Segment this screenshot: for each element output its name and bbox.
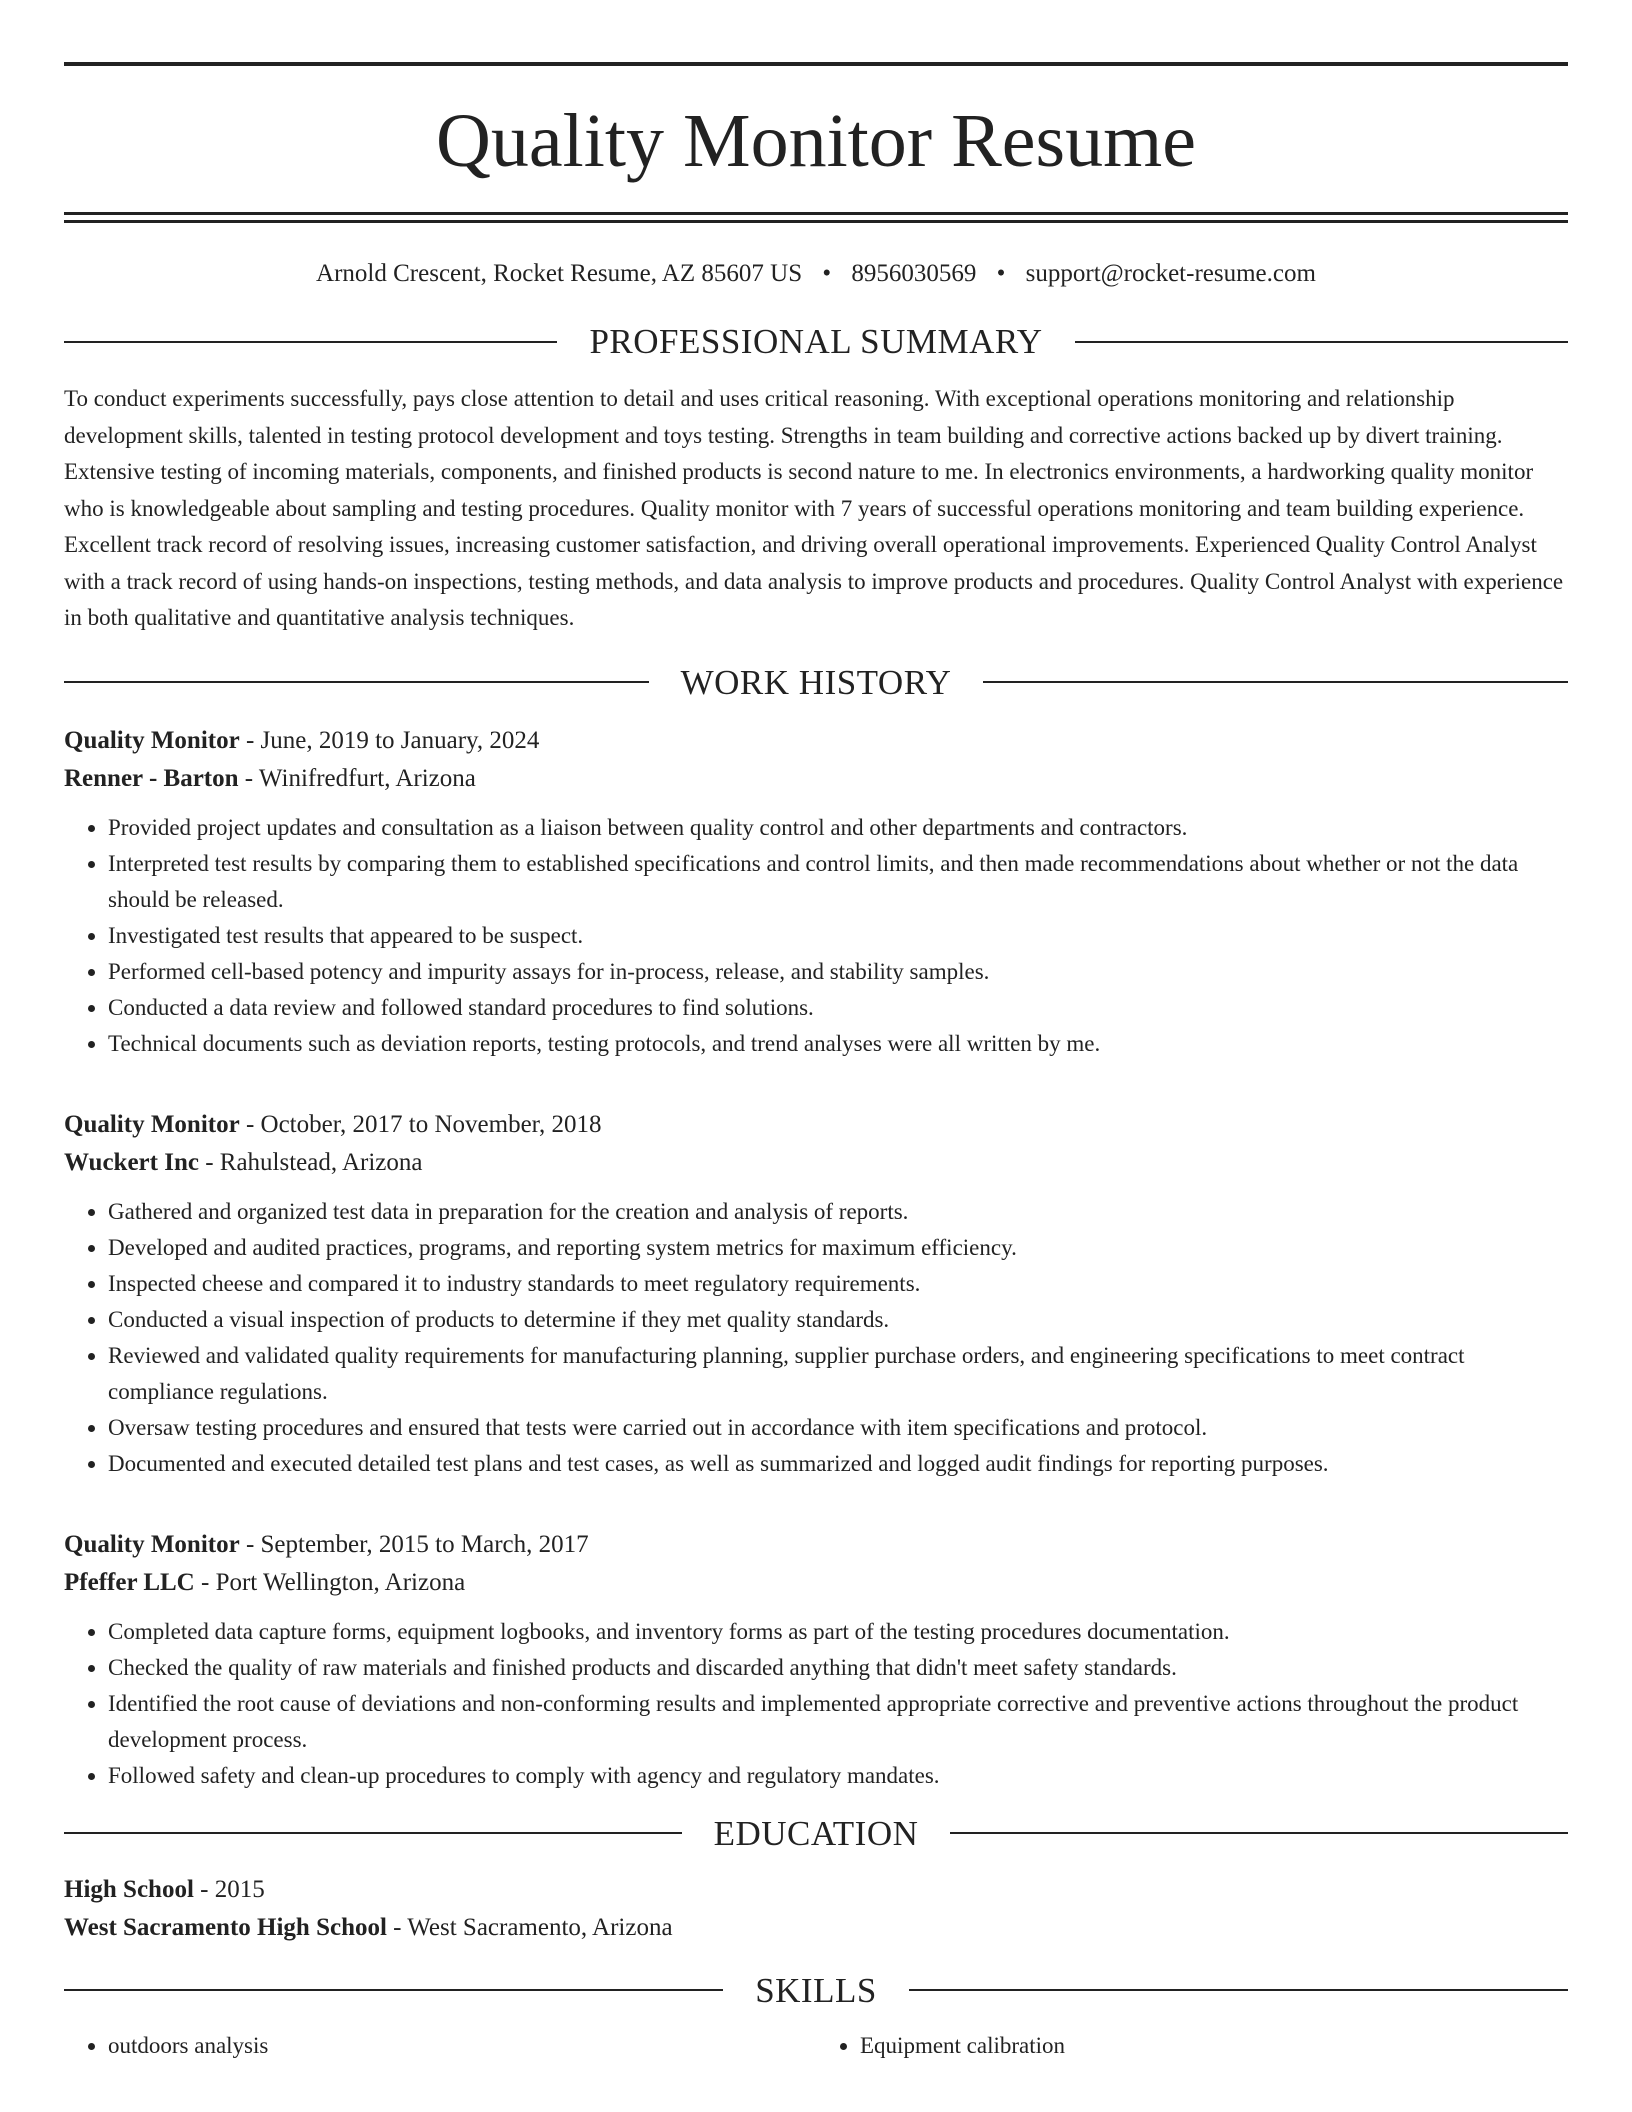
contact-separator: •	[822, 260, 832, 287]
job-title-line	[64, 722, 1568, 760]
job-bullet: • Interpreted test results by comparing them to established specifications and control limits, and then made recommendations about whether or not the data should be released.	[108, 846, 1568, 918]
job-title: Quality Monitor	[64, 726, 240, 754]
education-entry	[64, 1871, 1568, 1947]
job-bullet: • Inspected cheese and compared it to industry standards to meet regulatory requirements.	[108, 1266, 1568, 1302]
job-dates: - October, 2017 to November, 2018	[239, 1110, 602, 1138]
job-company-line	[64, 1564, 1568, 1602]
job-company: Renner - Barton	[64, 764, 239, 792]
education-school: West Sacramento High School	[64, 1913, 387, 1941]
job-bullet: • Gathered and organized test data in preparation for the creation and analysis of reports.	[108, 1194, 1568, 1230]
job-title-line	[64, 1526, 1568, 1564]
job-company-line	[64, 1144, 1568, 1182]
contact-line	[64, 260, 1568, 288]
job-entry	[64, 1106, 1568, 1482]
heading-rule-right	[1075, 341, 1568, 343]
title-double-rule	[64, 212, 1568, 223]
skill-item: • outdoors analysis	[108, 2028, 816, 2064]
job-bullets	[64, 1614, 1568, 1794]
section-title: SKILLS	[755, 1970, 877, 2010]
job-bullet: • Followed safety and clean-up procedures to comply with agency and regulatory mandates.	[108, 1758, 1568, 1794]
heading-rule-left	[64, 1832, 682, 1834]
heading-rule-right	[909, 1989, 1568, 1991]
summary-text: To conduct experiments successfully, pays close attention to detail and uses critical reasoning. With exceptional operations monitoring and relationship development skills, talented in testing protocol development and toys testing. Strengths in team building and corrective actions backed up by divert training. Extensive testing of incoming materials, components, and finished products is second nature to me. In electronics environments, a hardworking quality monitor who is knowledgeable about sampling and testing procedures. Quality monitor with 7 years of successful operations monitoring and team building experience. Excellent track record of resolving issues, increasing customer satisfaction, and driving overall operational improvements. Experienced Quality Control Analyst with a track record of using hands-on inspections, testing methods, and data analysis to improve products and procedures. Quality Control Analyst with experience in both qualitative and quantitative analysis techniques.	[64, 386, 1564, 630]
education-location: - West Sacramento, Arizona	[386, 1913, 673, 1941]
contact-phone: 8956030569	[851, 260, 977, 287]
job-title: Quality Monitor	[64, 1110, 240, 1138]
job-dates: - September, 2015 to March, 2017	[239, 1530, 589, 1558]
job-bullet: • Conducted a visual inspection of products to determine if they met quality standards.	[108, 1302, 1568, 1338]
resume-title: Quality Monitor Resume	[436, 99, 1196, 183]
education-school-line	[64, 1909, 1568, 1947]
job-location: - Port Wellington, Arizona	[194, 1568, 466, 1596]
section-heading-summary	[64, 324, 1568, 359]
job-title-line	[64, 1106, 1568, 1144]
heading-rule-left	[64, 341, 557, 343]
job-entry	[64, 722, 1568, 1062]
education-degree: High School	[64, 1875, 194, 1903]
job-bullet: • Identified the root cause of deviations and non-conforming results and implemented appropriate corrective and preventive actions throughout the product development process.	[108, 1686, 1568, 1758]
job-dates: - June, 2019 to January, 2024	[239, 726, 540, 754]
section-title: PROFESSIONAL SUMMARY	[589, 322, 1043, 361]
job-company-line	[64, 760, 1568, 798]
job-bullet: • Completed data capture forms, equipment logbooks, and inventory forms as part of the testing procedures documentation.	[108, 1614, 1568, 1650]
job-bullet: • Investigated test results that appeared to be suspect.	[108, 918, 1568, 954]
heading-rule-left	[64, 681, 649, 683]
job-location: - Winifredfurt, Arizona	[238, 764, 476, 792]
job-bullet: • Developed and audited practices, programs, and reporting system metrics for maximum efficiency.	[108, 1230, 1568, 1266]
job-bullets	[64, 1194, 1568, 1482]
skill-item: • Equipment calibration	[860, 2028, 1568, 2064]
top-rule	[64, 62, 1568, 66]
job-bullet: • Conducted a data review and followed standard procedures to find solutions.	[108, 990, 1568, 1026]
job-company: Pfeffer LLC	[64, 1568, 195, 1596]
education-degree-line	[64, 1871, 1568, 1909]
job-bullets	[64, 810, 1568, 1062]
section-heading-work	[64, 662, 1568, 702]
contact-separator: •	[996, 260, 1006, 287]
contact-email[interactable]: support@rocket-resume.com	[1025, 260, 1316, 287]
section-heading-education	[64, 1813, 1568, 1853]
job-bullet: • Performed cell-based potency and impurity assays for in-process, release, and stability samples.	[108, 954, 1568, 990]
skills-column-right	[816, 2028, 1568, 2064]
contact-address: Arnold Crescent, Rocket Resume, AZ 85607 US	[316, 260, 803, 287]
section-title: EDUCATION	[713, 1813, 919, 1853]
skills-grid	[64, 2028, 1568, 2064]
job-company: Wuckert Inc	[64, 1148, 199, 1176]
job-bullet: • Oversaw testing procedures and ensured that tests were carried out in accordance with item specifications and protocol.	[108, 1410, 1568, 1446]
education-year: - 2015	[193, 1875, 265, 1903]
heading-rule-left	[64, 1989, 723, 1991]
job-bullet: • Checked the quality of raw materials and finished products and discarded anything that didn't meet safety standards.	[108, 1650, 1568, 1686]
job-bullet: • Reviewed and validated quality requirements for manufacturing planning, supplier purchase orders, and engineering specifications to meet contract compliance regulations.	[108, 1338, 1568, 1410]
section-heading-skills	[64, 1970, 1568, 2010]
job-title: Quality Monitor	[64, 1530, 240, 1558]
heading-rule-right	[983, 681, 1568, 683]
job-entry	[64, 1526, 1568, 1794]
skills-column-left	[64, 2028, 816, 2064]
job-bullet: • Technical documents such as deviation reports, testing protocols, and trend analyses were all written by me.	[108, 1026, 1568, 1062]
job-bullet: • Documented and executed detailed test plans and test cases, as well as summarized and logged audit findings for reporting purposes.	[108, 1446, 1568, 1482]
heading-rule-right	[950, 1832, 1568, 1834]
section-title: WORK HISTORY	[680, 662, 952, 702]
job-location: - Rahulstead, Arizona	[198, 1148, 423, 1176]
job-bullet: • Provided project updates and consultation as a liaison between quality control and other departments and contractors.	[108, 810, 1568, 846]
